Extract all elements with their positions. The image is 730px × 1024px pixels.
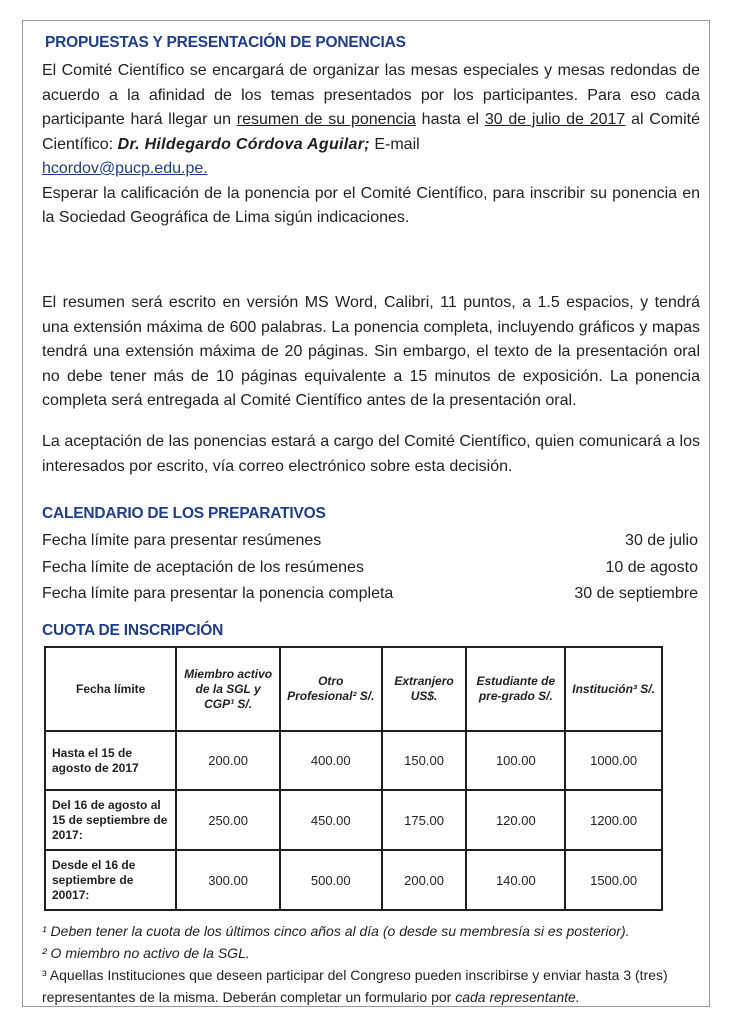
paragraph-format: El resumen será escrito en versión MS Word, Calibri, 11 puntos, a 1.5 espacios, y tendrá una extensión máxima de 600 palabras. La ponencia completa, incluyendo gráficos y mapas tendrá una extensión máxima de 20 páginas. Sin embargo, el texto de la presentación oral no debe tener más de 10 páginas equivalente a 15 minutos de exposición. La ponencia completa será entregada al Comité Científico antes de la presentación oral. [42, 294, 700, 409]
fee-cell: 200.00 [382, 850, 467, 910]
underlined-text: resumen de su ponencia [236, 111, 416, 128]
fee-cell: 150.00 [382, 731, 467, 790]
fee-cell: 140.00 [466, 850, 565, 910]
table-row [45, 790, 662, 850]
section-title-fees: CUOTA DE INSCRIPCIÓN [42, 622, 224, 639]
column-header: Otro Profesional² S/. [280, 647, 382, 731]
calendar-label: Fecha límite de aceptación de los resúmenes [42, 558, 364, 576]
column-header: Institución³ S/. [565, 647, 662, 731]
fee-cell: 400.00 [280, 731, 382, 790]
text-span: E-mail [369, 135, 420, 153]
fee-cell: 1200.00 [565, 790, 662, 850]
section-title-calendar: CALENDARIO DE LOS PREPARATIVOS [42, 505, 326, 522]
table-header-row [45, 647, 662, 731]
column-header: Extranjero US$. [382, 647, 467, 731]
text-span: hasta el [415, 111, 485, 128]
calendar-label: Fecha límite para presentar la ponencia completa [42, 585, 394, 602]
calendar-list [42, 528, 698, 608]
text-span: al Comité Científico: [42, 111, 700, 153]
footnotes [42, 920, 702, 1008]
fee-cell: 300.00 [176, 850, 280, 910]
text-span: ³ Aquellas Instituciones que deseen participar del Congreso pueden inscribirse y enviar hasta 3 (tres) representantes de la misma. Deberán completar un formulario por [42, 967, 668, 1005]
column-header: Fecha límite [45, 647, 176, 731]
email-link[interactable]: hcordov@pucp.edu.pe. [42, 160, 208, 177]
deadline-date: 30 de julio de 2017 [484, 111, 626, 128]
fee-cell: 175.00 [382, 790, 467, 850]
row-label: Hasta el 15 de agosto de 2017 [45, 731, 176, 790]
section-title-ponencias: PROPUESTAS Y PRESENTACIÓN DE PONENCIAS [45, 34, 406, 51]
row-label: Del 16 de agosto al 15 de septiembre de 2017: [45, 790, 176, 850]
footnote-3 [42, 964, 702, 1008]
row-label: Desde el 16 de septiembre de 20017: [45, 850, 176, 910]
calendar-row [42, 528, 698, 555]
contact-name: Dr. Hildegardo Córdova Aguilar; [117, 135, 370, 153]
footnote-2: ² O miembro no activo de la SGL. [42, 945, 250, 961]
fee-cell: 1500.00 [565, 850, 662, 910]
calendar-label: Fecha límite para presentar resúmenes [42, 532, 322, 549]
column-header: Estudiante de pre-grado S/. [466, 647, 565, 731]
text-span: El Comité Científico se encargará de organizar las mesas especiales y mesas redondas de acuerdo a la afinidad de los temas presentados por los participantes. Para eso cada participante hará llegar un [42, 62, 700, 128]
calendar-row [42, 581, 698, 608]
column-header: Miembro activo de la SGL y CGP¹ S/. [176, 647, 280, 731]
calendar-date: 30 de septiembre [574, 585, 698, 602]
fees-table [44, 646, 663, 911]
fee-cell: 500.00 [280, 850, 382, 910]
calendar-row [42, 555, 698, 582]
fee-cell: 1000.00 [565, 731, 662, 790]
table-row [45, 850, 662, 910]
paragraph-acceptance: La aceptación de las ponencias estará a cargo del Comité Científico, quien comunicará a los interesados por escrito, vía correo electrónico sobre esta decisión. [42, 433, 700, 475]
fee-cell: 200.00 [176, 731, 280, 790]
fee-cell: 100.00 [466, 731, 565, 790]
text-span: cada representante. [455, 989, 580, 1005]
fee-cell: 120.00 [466, 790, 565, 850]
table-row [45, 731, 662, 790]
footnote-1: ¹ Deben tener la cuota de los últimos cinco años al día (o desde su membresía si es posterior). [42, 923, 630, 939]
fee-cell: 450.00 [280, 790, 382, 850]
text-span: Esperar la calificación de la ponencia por el Comité Científico, para inscribir su ponencia en la Sociedad Geográfica de Lima sigún indicaciones. [42, 184, 700, 226]
calendar-date: 10 de agosto [605, 558, 698, 576]
paragraph-ponencias [42, 59, 700, 231]
calendar-date: 30 de julio [625, 532, 698, 549]
fee-cell: 250.00 [176, 790, 280, 850]
